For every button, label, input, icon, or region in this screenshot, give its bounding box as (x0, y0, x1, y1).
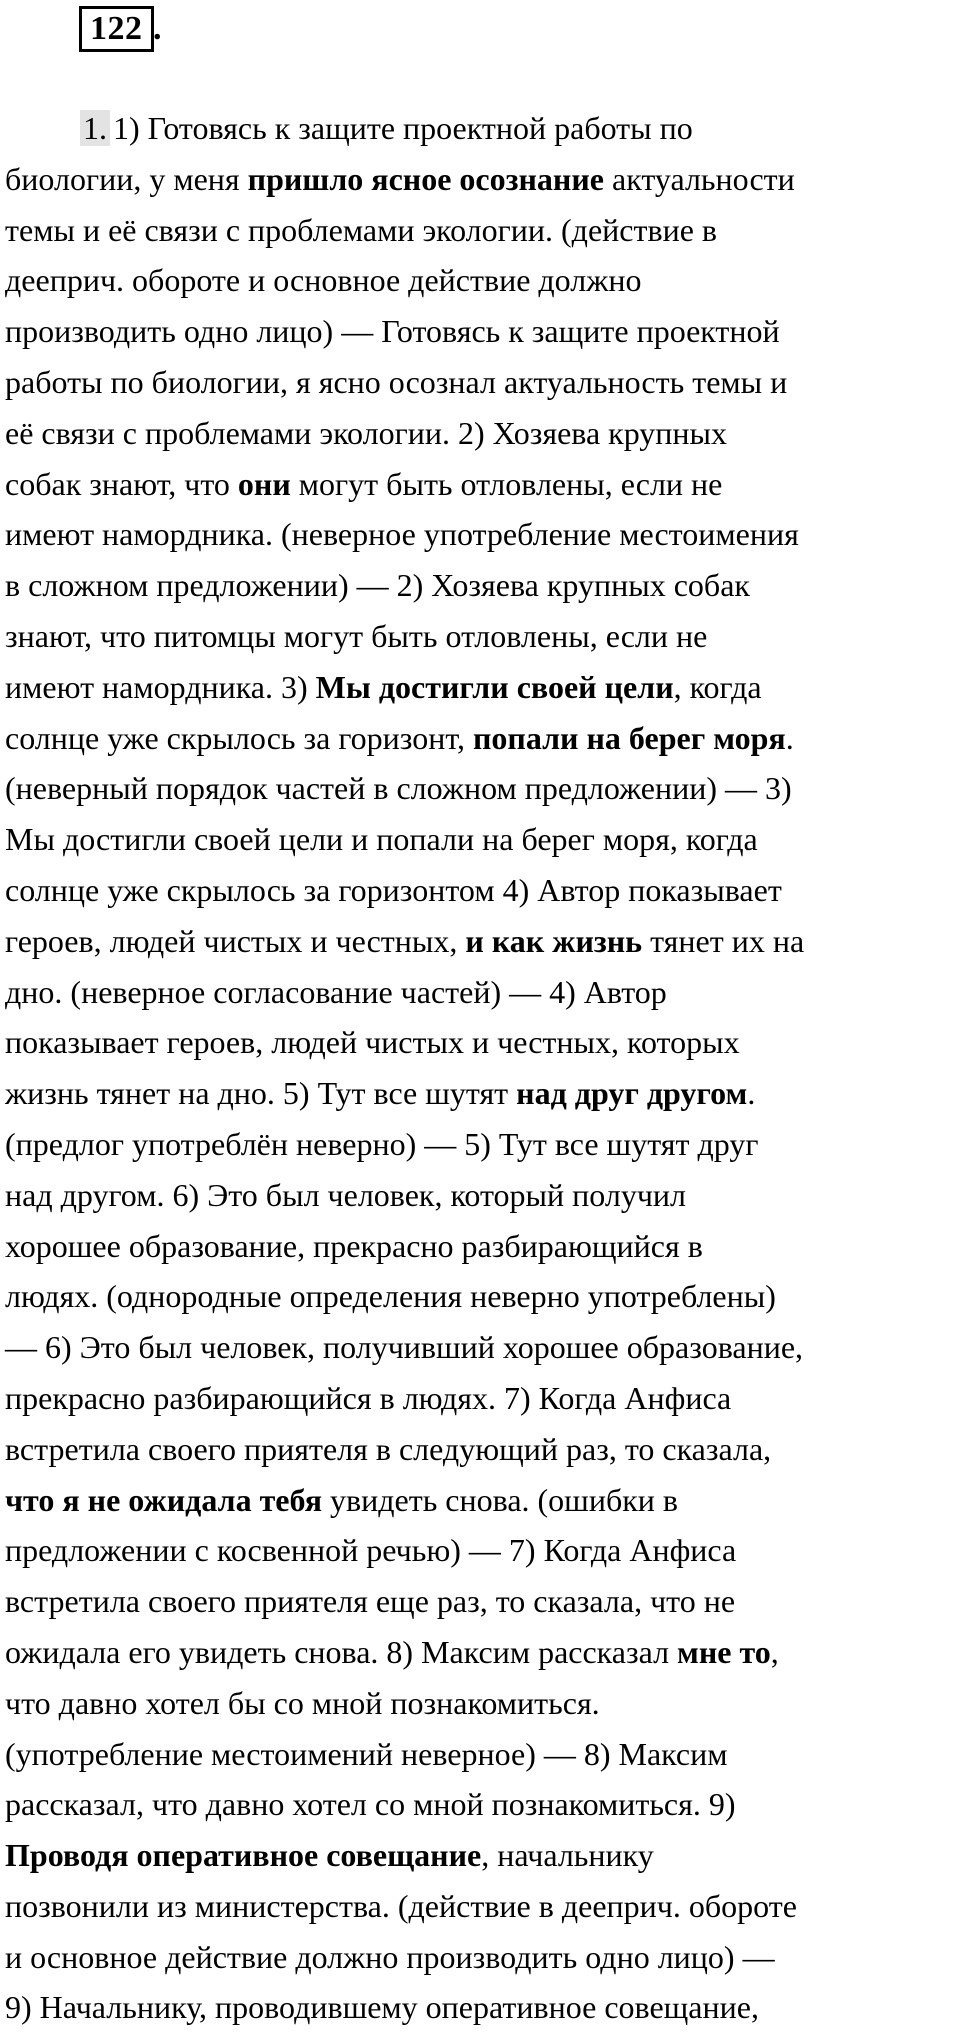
highlighted-error-text: попали на берег моря (472, 719, 786, 756)
text-line (5, 662, 960, 713)
text-line (5, 1271, 960, 1322)
text-line (5, 1525, 960, 1576)
text-segment: увидеть снова. (ошибки в (322, 1481, 678, 1518)
text-line (5, 611, 960, 662)
text-line (5, 255, 960, 306)
text-line (5, 1221, 960, 1272)
text-segment: знают, что питомцы могут быть отловлены, если не (5, 617, 708, 654)
text-line (5, 1170, 960, 1221)
text-line (5, 1576, 960, 1627)
text-line (5, 916, 960, 967)
text-segment: (неверный порядок частей в сложном предложении) — 3) (5, 770, 792, 807)
text-line (5, 1017, 960, 1068)
item-number: 1. (80, 110, 110, 146)
highlighted-error-text: что я не ожидала тебя (5, 1481, 322, 1518)
text-line (5, 154, 960, 205)
text-segment: дееприч. обороте и основное действие должно (5, 262, 642, 299)
text-line (5, 865, 960, 916)
text-segment: могут быть отловлены, если не (290, 465, 723, 502)
text-segment: имеют намордника. (неверное употребление местоимения (5, 516, 799, 553)
text-line (5, 967, 960, 1018)
text-segment: темы и её связи с проблемами экологии. (действие в (5, 211, 718, 248)
text-segment: производить одно лицо) — Готовясь к защите проектной (5, 313, 780, 350)
text-segment: , начальнику (481, 1837, 654, 1874)
text-line (5, 509, 960, 560)
text-segment: . (747, 1075, 756, 1112)
text-line (5, 1779, 960, 1830)
text-segment: встретила своего приятеля еще раз, то сказала, что не (5, 1583, 736, 1620)
text-segment: показывает героев, людей чистых и честных, которых (5, 1024, 740, 1061)
text-segment: позвонили из министерства. (действие в дееприч. обороте (5, 1887, 797, 1924)
text-segment: (предлог употреблён неверно) — 5) Тут все шутят друг (5, 1125, 759, 1162)
text-line (5, 1068, 960, 1119)
task-number-dot: . (153, 10, 162, 47)
text-line (5, 763, 960, 814)
text-line (5, 306, 960, 357)
highlighted-error-text: над друг другом (516, 1075, 748, 1112)
highlighted-error-text: пришло ясное осознание (247, 160, 604, 197)
text-line (5, 1373, 960, 1424)
text-line (5, 1424, 960, 1475)
text-segment: — 6) Это был человек, получивший хорошее образование, (5, 1329, 804, 1366)
text-segment: , когда (673, 668, 762, 705)
text-line (5, 1678, 960, 1729)
text-segment: работы по биологии, я ясно осознал актуальность темы и (5, 363, 788, 400)
text-line (5, 1881, 960, 1932)
text-segment: . (785, 719, 794, 756)
text-segment: хорошее образование, прекрасно разбирающийся в (5, 1227, 703, 1264)
text-segment: солнце уже скрылось за горизонтом 4) Автор показывает (5, 871, 782, 908)
text-segment: (употребление местоимений неверное) — 8) Максим (5, 1735, 728, 1772)
text-line (5, 1982, 960, 2033)
text-segment: встретила своего приятеля в следующий раз, то сказала, (5, 1430, 772, 1467)
text-segment: в сложном предложении) — 2) Хозяева крупных собак (5, 567, 750, 604)
text-line (5, 1627, 960, 1678)
text-segment: биологии, у меня (5, 160, 248, 197)
text-segment: дно. (неверное согласование частей) — 4) Автор (5, 973, 667, 1010)
text-line (5, 408, 960, 459)
task-number: 122 (90, 10, 143, 47)
text-line (5, 713, 960, 764)
text-segment: героев, людей чистых и честных, (5, 922, 466, 959)
text-segment: жизнь тянет на дно. 5) Тут все шутят (5, 1075, 517, 1112)
text-line (5, 814, 960, 865)
text-line (5, 1322, 960, 1373)
text-segment: актуальности (604, 160, 795, 197)
text-line (5, 103, 960, 154)
text-segment: 1) Готовясь к защите проектной работы по (113, 110, 693, 146)
text-segment: её связи с проблемами экологии. 2) Хозяева крупных (5, 414, 728, 451)
text-line (5, 1119, 960, 1170)
text-segment: и основное действие должно производить одно лицо) — (5, 1938, 775, 1975)
highlighted-error-text: они (237, 465, 291, 502)
text-segment: предложении с косвенной речью) — 7) Когда Анфиса (5, 1532, 737, 1569)
text-line (5, 205, 960, 256)
highlighted-error-text: Мы достигли своей цели (315, 668, 674, 705)
text-segment: , (770, 1633, 779, 1670)
text-segment: рассказал, что давно хотел со мной познакомиться. 9) (5, 1786, 736, 1823)
text-segment: что давно хотел бы со мной познакомиться. (5, 1684, 600, 1721)
text-line (5, 357, 960, 408)
task-number-box (79, 6, 154, 52)
text-segment: Мы достигли своей цели и попали на берег моря, когда (5, 821, 758, 858)
answer-text (5, 103, 960, 2033)
highlighted-error-text: мне то (677, 1633, 771, 1670)
highlighted-error-text: и как жизнь (465, 922, 643, 959)
text-segment: собак знают, что (5, 465, 238, 502)
text-segment: солнце уже скрылось за горизонт, (5, 719, 473, 756)
text-line (5, 1475, 960, 1526)
text-segment: ожидала его увидеть снова. 8) Максим рассказал (5, 1633, 678, 1670)
text-segment: имеют намордника. 3) (5, 668, 316, 705)
text-segment: 9) Начальнику, проводившему оперативное совещание, (5, 1989, 759, 2026)
highlighted-error-text: Проводя оперативное совещание (5, 1837, 482, 1874)
text-line (5, 1830, 960, 1881)
text-segment: тянет их на (642, 922, 805, 959)
text-line (5, 1932, 960, 1983)
text-segment: над другом. 6) Это был человек, который получил (5, 1176, 687, 1213)
text-line (5, 459, 960, 510)
text-line (5, 560, 960, 611)
text-line (5, 1729, 960, 1780)
text-segment: людях. (однородные определения неверно употреблены) (5, 1278, 776, 1315)
text-segment: прекрасно разбирающийся в людях. 7) Когда Анфиса (5, 1379, 732, 1416)
